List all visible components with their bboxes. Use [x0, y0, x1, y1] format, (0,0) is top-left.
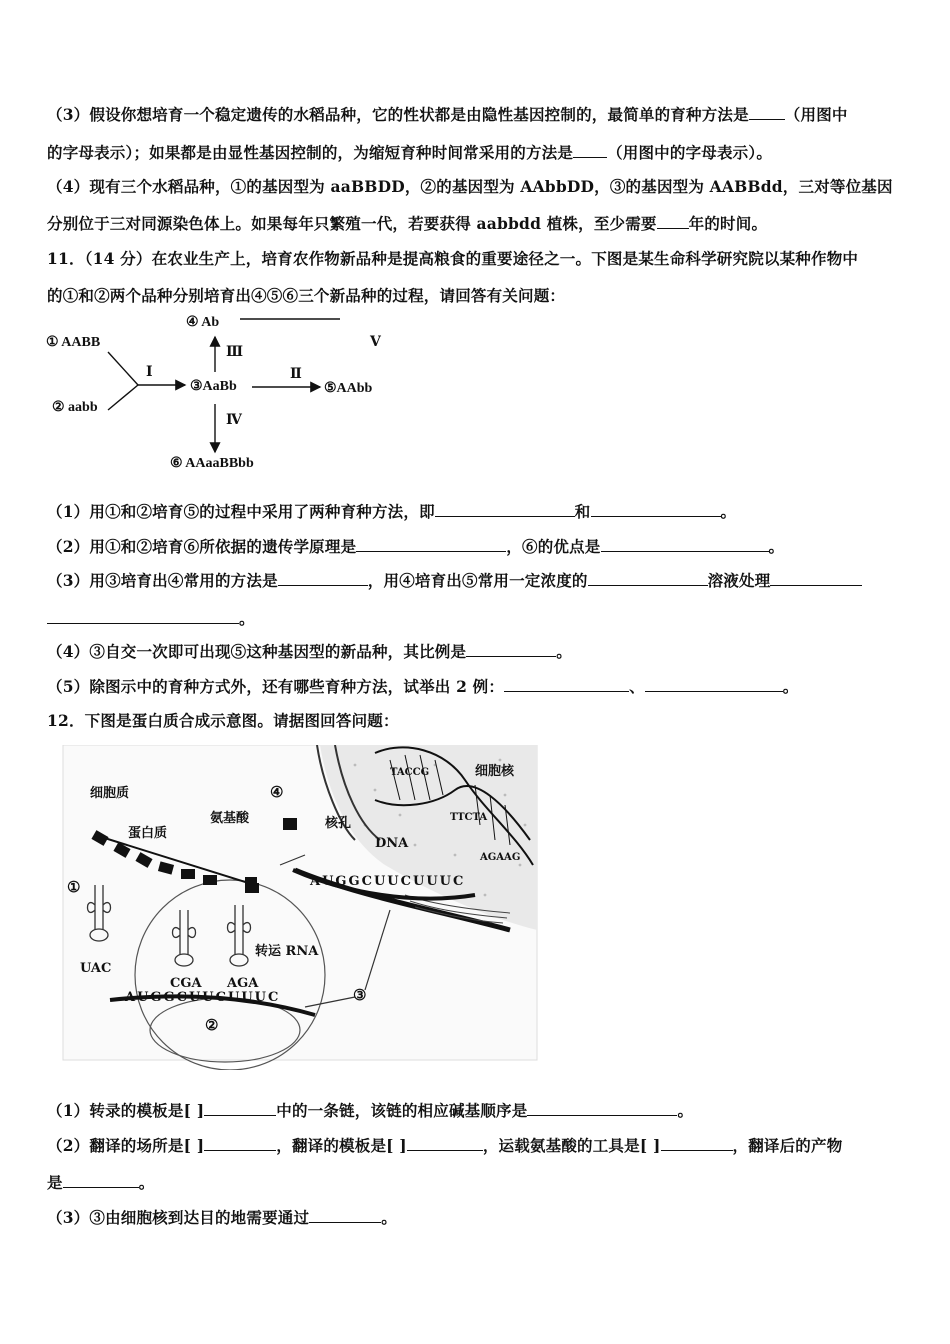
answer-blank[interactable]: [657, 214, 689, 229]
node-3-aabb: ③AaBb: [190, 379, 237, 394]
answer-blank[interactable]: [504, 677, 629, 692]
answer-blank[interactable]: [309, 1208, 381, 1223]
q12-2-cont: 是 。: [47, 1173, 155, 1192]
answer-blank[interactable]: [204, 1136, 276, 1151]
figure-drawing: [55, 745, 538, 1070]
answer-blank[interactable]: [204, 1101, 276, 1116]
answer-blank[interactable]: [407, 1136, 483, 1151]
node-2-aabb: ② aabb: [52, 400, 98, 415]
label-mrna-seq: AUGGCUUCUUUC: [125, 990, 281, 1005]
label-circle-3: ③: [353, 986, 367, 1004]
q11-stem-line2: 的①和②两个品种分别培育出④⑤⑥三个新品种的过程，请回答有关问题：: [47, 286, 566, 305]
q11-3: （3）用③培育出④常用的方法是 ，用④培育出⑤常用一定浓度的 溶液处理: [47, 569, 862, 591]
answer-blank[interactable]: [466, 642, 556, 657]
q10-4-line2: 分别位于三对同源染色体上。如果每年只繁殖一代，若要获得 aabbdd 植株，至少需要 年的时间。: [47, 214, 768, 233]
label-circle-1: ①: [67, 878, 81, 896]
q11-stem-line1: 11．（14 分）在农业生产上，培育农作物新品种是提高粮食的重要途径之一。下图是某生命科学研究院以某种作物中: [47, 249, 859, 268]
answer-blank[interactable]: [661, 1136, 733, 1151]
node-4-ab: ④ Ab: [186, 315, 220, 330]
q10-4-line1: （4）现有三个水稻品种，①的基因型为 aaBBDD，②的基因型为 AAbbDD，③的基因型为 AABBdd，三对等位基因: [47, 177, 893, 196]
answer-blank[interactable]: [47, 609, 239, 624]
label-protein: 蛋白质: [128, 826, 168, 841]
q11-2: （2）用①和②培育⑥所依据的遗传学原理是 ，⑥的优点是 。: [47, 537, 785, 556]
label-dna-mid: TTCTA: [450, 812, 488, 823]
label-II: Ⅱ: [290, 367, 302, 382]
label-cytoplasm: 细胞质: [90, 786, 130, 801]
answer-blank[interactable]: [435, 502, 575, 517]
q11-4: （4）③自交一次即可出现⑤这种基因型的新品种，其比例是 。: [47, 642, 572, 661]
q12-1: （1）转录的模板是[ ] 中的一条链，该链的相应碱基顺序是 。: [47, 1101, 694, 1120]
q11-3-cont: 。: [47, 607, 255, 629]
q11-5: （5）除图示中的育种方式外，还有哪些育种方法，试举出 2 例： 、 。: [47, 677, 799, 696]
label-anticodon-1: UAC: [80, 961, 112, 976]
answer-blank[interactable]: [278, 571, 368, 586]
label-III: Ⅲ: [226, 345, 244, 360]
label-nucleus: 细胞核: [475, 764, 515, 779]
q10-3-line1: （3）假设你想培育一个稳定遗传的水稻品种，它的性状都是由隐性基因控制的，最简单的育种方法是 （用图中: [47, 105, 848, 124]
label-anticodon-3: AGA: [227, 976, 259, 991]
answer-blank[interactable]: [591, 502, 721, 517]
answer-blank[interactable]: [749, 105, 785, 120]
protein-synthesis-figure: [55, 745, 538, 1070]
answer-blank[interactable]: [645, 677, 783, 692]
node-1-aabb: ① AABB: [46, 335, 101, 350]
label-trna: 转运 RNA: [255, 944, 319, 959]
label-pore: 核孔: [325, 816, 352, 831]
label-mrna-seq-nucleus: AUGGCUUCUUUC: [310, 874, 466, 889]
q11-1: （1）用①和②培育⑤的过程中采用了两种育种方法，即 和 。: [47, 502, 737, 521]
label-dna-bot: AGAAG: [480, 852, 521, 863]
label-IV: Ⅳ: [226, 413, 242, 428]
answer-blank[interactable]: [63, 1173, 139, 1188]
q12-2: （2）翻译的场所是[ ] ，翻译的模板是[ ] ，运载氨基酸的工具是[ ] ，翻译后的产物: [47, 1136, 843, 1155]
answer-blank[interactable]: [527, 1101, 677, 1116]
answer-blank[interactable]: [770, 571, 862, 586]
label-V: Ⅴ: [370, 335, 381, 350]
label-circle-4: ④: [270, 783, 284, 801]
label-circle-2: ②: [205, 1016, 219, 1034]
answer-blank[interactable]: [601, 537, 769, 552]
q10-3-line2: 的字母表示）；如果都是由显性基因控制的，为缩短育种时间常采用的方法是 （用图中的字母表示）。: [47, 143, 773, 162]
answer-blank[interactable]: [573, 143, 607, 158]
label-dna-top: TACCG: [390, 767, 430, 778]
label-dna: DNA: [375, 836, 409, 851]
label-anticodon-2: CGA: [170, 976, 202, 991]
node-5-aabb: ⑤AAbb: [324, 381, 373, 396]
breeding-diagram: [40, 312, 381, 482]
q12-3: （3）③由细胞核到达目的地需要通过 。: [47, 1208, 397, 1227]
q12-title: 12．下图是蛋白质合成示意图。请据图回答问题：: [47, 711, 399, 730]
answer-blank[interactable]: [588, 571, 708, 586]
answer-blank[interactable]: [356, 537, 506, 552]
node-6-aaaabbbb: ⑥ AAaaBBbb: [170, 456, 254, 471]
label-amino-acid: 氨基酸: [210, 811, 250, 826]
label-I: Ⅰ: [146, 365, 153, 380]
